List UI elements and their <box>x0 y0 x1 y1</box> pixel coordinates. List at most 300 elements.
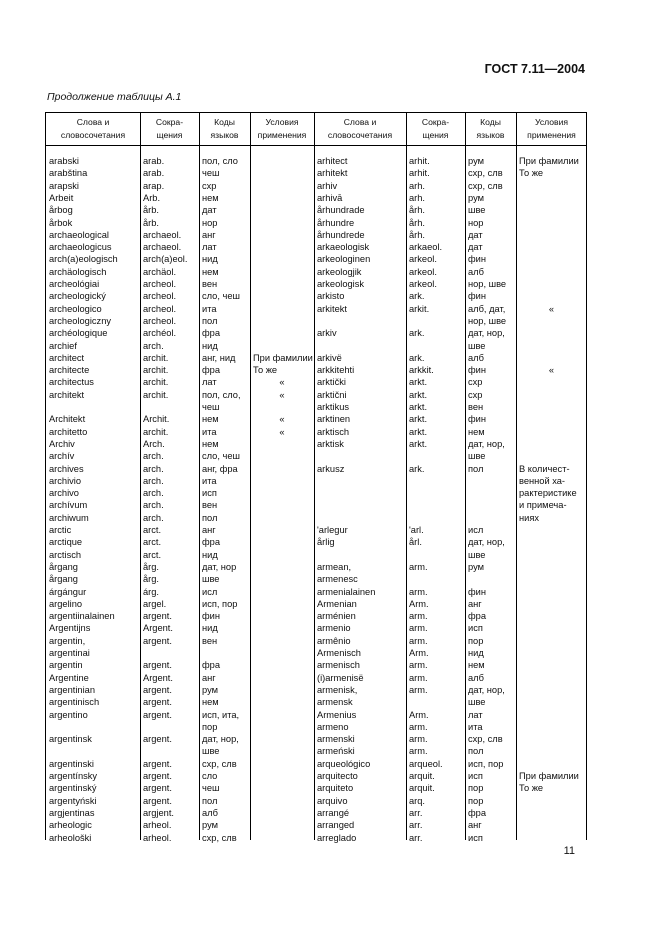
table-row <box>46 807 586 819</box>
table-cell: arquivo <box>317 795 348 806</box>
table-cell: нем <box>468 426 485 437</box>
table-cell: arménien <box>317 611 356 622</box>
table-cell: arch(a)eologisch <box>49 254 118 265</box>
table-cell: чеш <box>202 783 220 794</box>
table-cell: armenisch <box>317 660 360 671</box>
table-cell: årb. <box>143 205 160 216</box>
table-cell: нем <box>202 697 219 708</box>
table-cell: сло <box>202 771 218 781</box>
table-cell: arch(a)eol. <box>143 254 188 265</box>
table-cell: шве <box>468 697 486 708</box>
table-cell: archaeological <box>49 229 109 240</box>
table-cell: arktisch <box>317 426 350 437</box>
table-row <box>46 327 586 339</box>
table-cell: рум <box>468 156 485 166</box>
table-cell: archeol. <box>143 291 177 302</box>
table-cell: arktisk <box>317 438 344 449</box>
standard-number: ГОСТ 7.11—2004 <box>484 62 585 76</box>
table-cell: archéol. <box>143 328 177 339</box>
table-cell: схр <box>468 377 483 388</box>
table-cell: фин <box>202 611 220 622</box>
table-cell: Argentijns <box>49 623 91 634</box>
table-cell: arctic <box>49 525 72 535</box>
table-cell: Archit. <box>143 414 170 425</box>
table-cell: дат, нор, <box>468 328 505 339</box>
table-cell: пор <box>202 721 218 732</box>
table-cell: arhit. <box>409 168 430 179</box>
table-cell: archeologický <box>49 291 106 302</box>
table-header <box>46 113 586 146</box>
table-row <box>46 561 586 573</box>
table-cell: пол, сло <box>202 156 238 166</box>
table-cell: шве <box>202 746 220 757</box>
table-cell: шве <box>468 340 486 351</box>
table-row <box>46 180 586 192</box>
table-cell: århundre <box>317 217 355 228</box>
table-cell: анг, нид <box>202 352 236 363</box>
table-row <box>46 795 586 807</box>
table-cell: årl. <box>409 537 422 548</box>
table-cell: argent. <box>143 635 172 646</box>
table-cell: arabski <box>49 156 79 166</box>
table-cell: исп <box>468 623 483 634</box>
table-cell: рум <box>468 561 485 572</box>
table-row <box>46 253 586 265</box>
table-cell: arkt. <box>409 414 428 425</box>
table-cell: arkivë <box>317 352 342 363</box>
table-cell: исл <box>202 586 218 597</box>
table-cell: рактеристике <box>519 488 577 499</box>
table-cell: arheologic <box>49 820 92 831</box>
table-cell: argentin <box>49 660 83 671</box>
table-cell: схр, слв <box>202 832 237 843</box>
table-cell: нор <box>468 217 484 228</box>
table-cell: arkeologjik <box>317 266 362 277</box>
table-cell: arquiteto <box>317 783 354 794</box>
table-row <box>46 721 586 733</box>
table-cell: нем <box>202 438 219 449</box>
table-cell: archäol. <box>143 266 177 277</box>
table-cell: armean, <box>317 561 352 572</box>
table-cell: architectus <box>49 377 94 388</box>
table-cell: archeologico <box>49 303 102 314</box>
table-cell: archivio <box>49 475 82 486</box>
table-cell: arqueológico <box>317 758 371 769</box>
table-cell: argent. <box>143 660 172 671</box>
table-cell: argent. <box>143 771 172 781</box>
table-cell: arm. <box>409 734 428 745</box>
table-cell: анг <box>202 229 216 240</box>
table-cell: architecte <box>49 365 90 376</box>
table-cell: århundrede <box>317 229 365 240</box>
table-cell: arhit. <box>409 156 430 166</box>
table-cell: argent. <box>143 758 172 769</box>
column-header: Условия применения <box>257 117 307 140</box>
table-cell: и примеча- <box>519 500 567 511</box>
table-cell: argentyński <box>49 795 97 806</box>
table-cell: шве <box>468 549 486 560</box>
column-divider <box>199 113 200 840</box>
table-cell: arch. <box>143 340 164 351</box>
table-cell: фин <box>468 365 486 376</box>
table-cell: arab. <box>143 168 165 179</box>
table-cell: лат <box>468 709 483 720</box>
table-cell: ark. <box>409 352 425 363</box>
table-cell: arktikus <box>317 402 350 412</box>
table-cell: шве <box>468 451 486 462</box>
table-cell: фра <box>468 611 486 622</box>
table-row <box>46 376 586 388</box>
table-cell: archit. <box>143 365 169 376</box>
table-cell: arch. <box>143 500 164 511</box>
table-row <box>46 635 586 647</box>
table-cell: arkkitehti <box>317 365 355 376</box>
table-row <box>46 340 586 352</box>
table-cell: arquitecto <box>317 771 358 781</box>
table-cell: 'arl. <box>409 525 424 535</box>
table-cell: argel. <box>143 598 167 609</box>
table-cell: исп, пор <box>202 598 238 609</box>
table-cell: arabština <box>49 168 88 179</box>
table-row <box>46 598 586 610</box>
table-cell: нем <box>202 414 219 425</box>
table-cell: Arm. <box>409 598 429 609</box>
table-cell: argent. <box>143 709 172 720</box>
table-cell: нем <box>202 192 219 203</box>
table-cell: årh. <box>409 229 426 240</box>
table-row <box>46 266 586 278</box>
table-cell: arquit. <box>409 783 435 794</box>
table-cell: arrangé <box>317 807 350 818</box>
table-row <box>46 512 586 524</box>
table-cell: arch. <box>143 451 164 462</box>
table-cell: arkt. <box>409 389 428 400</box>
table-cell: architetto <box>49 426 88 437</box>
table-cell: « <box>279 414 285 425</box>
table-cell: arm. <box>409 561 428 572</box>
table-cell: лат <box>202 377 217 388</box>
table-cell: archief <box>49 340 77 351</box>
table-row <box>46 217 586 229</box>
table-cell: arr. <box>409 820 423 831</box>
table-row <box>46 573 586 585</box>
table-cell: вен <box>468 402 484 412</box>
table-cell: arktinen <box>317 414 351 425</box>
column-divider <box>516 113 517 840</box>
table-cell: argentinský <box>49 783 97 794</box>
table-cell: исп, ита, <box>202 709 240 720</box>
table-cell: armenski <box>317 734 355 745</box>
table-cell: arkaeol. <box>409 242 443 253</box>
table-row <box>46 413 586 425</box>
table-cell: пол <box>202 512 218 523</box>
table-cell: нор, шве <box>468 279 507 289</box>
table-cell: årh. <box>409 217 426 228</box>
table-cell: ита <box>202 426 217 437</box>
table-cell: дат <box>202 205 217 216</box>
table-row <box>46 450 586 462</box>
table-cell: arr. <box>409 807 423 818</box>
table-cell: венной ха- <box>519 475 566 486</box>
table-cell: пол <box>202 795 218 806</box>
table-cell: arkeol. <box>409 254 437 265</box>
table-cell: дат, нор, <box>468 537 505 548</box>
table-cell: нор, шве <box>468 315 507 326</box>
table-cell: фин <box>468 414 486 425</box>
table-row <box>46 647 586 659</box>
table-cell: architect <box>49 352 85 363</box>
table-cell: алб <box>468 672 484 683</box>
table-row <box>46 229 586 241</box>
table-cell: argent. <box>143 684 172 695</box>
column-divider <box>250 113 251 840</box>
table-cell: archäologisch <box>49 266 107 277</box>
table-cell: arch. <box>143 512 164 523</box>
table-row <box>46 364 586 376</box>
table-cell: Arch. <box>143 438 165 449</box>
table-cell: (i)armenisë <box>317 672 364 683</box>
table-cell: дат, нор, <box>468 438 505 449</box>
table-cell: årlig <box>317 537 335 548</box>
table-row <box>46 192 586 204</box>
table-cell: При фамилии <box>519 771 579 781</box>
table-cell: ита <box>202 303 217 314</box>
table-cell: armensk <box>317 697 353 708</box>
table-row <box>46 303 586 315</box>
table-row <box>46 684 586 696</box>
table-cell: нид <box>202 340 218 351</box>
table-cell: argent. <box>143 611 172 622</box>
table-cell: фин <box>468 254 486 265</box>
table-cell: « <box>279 377 285 388</box>
table-cell: armenialainen <box>317 586 376 597</box>
table-cell: лат <box>202 242 217 253</box>
table-cell: arm. <box>409 635 428 646</box>
table-row <box>46 622 586 634</box>
table-cell: алб, дат, <box>468 303 506 314</box>
table-cell: archeol. <box>143 303 177 314</box>
table-cell: схр, слв <box>468 734 503 745</box>
table-cell: пол <box>468 746 484 757</box>
table-row <box>46 278 586 290</box>
table-row <box>46 709 586 721</box>
table-cell: То же <box>253 365 278 376</box>
table-cell: Arb. <box>143 192 161 203</box>
table-cell: пол <box>468 463 484 474</box>
table-cell: argent. <box>143 783 172 794</box>
column-divider <box>314 113 315 840</box>
table-cell: arkiv <box>317 328 337 339</box>
column-header: Коды языков <box>476 117 505 140</box>
table-cell: Architekt <box>49 414 86 425</box>
table-cell: фра <box>202 660 220 671</box>
table-cell: arctisch <box>49 549 82 560</box>
table-cell: archit. <box>143 352 169 363</box>
table-cell: arhiv <box>317 180 338 191</box>
table-cell: « <box>548 365 555 376</box>
table-cell: нид <box>202 623 218 634</box>
table-cell: årh. <box>409 205 426 216</box>
table-cell: « <box>279 426 285 437</box>
table-cell: схр <box>202 180 217 191</box>
table-row <box>46 204 586 216</box>
table-cell: århundrade <box>317 205 365 216</box>
table-cell: årgang <box>49 561 78 572</box>
table-cell: armeński <box>317 746 355 757</box>
column-header: Слова и словосочетания <box>327 117 393 140</box>
table-cell: Archiv <box>49 438 75 449</box>
table-row <box>46 586 586 598</box>
table-cell: arhivā <box>317 192 343 203</box>
table-row <box>46 475 586 487</box>
table-cell: arkisto <box>317 291 345 302</box>
table-cell: вен <box>202 635 218 646</box>
table-cell: фра <box>468 807 486 818</box>
table-row <box>46 499 586 511</box>
table-row <box>46 770 586 782</box>
table-row <box>46 401 586 413</box>
table-cell: рум <box>202 820 219 831</box>
table-cell: вен <box>202 500 218 511</box>
table-cell: argentinai <box>49 648 90 658</box>
table-cell: argent. <box>143 697 172 708</box>
table-cell: фра <box>202 537 220 548</box>
table-cell: анг, фра <box>202 463 238 474</box>
column-divider <box>140 113 141 840</box>
table-cell: archeol. <box>143 315 177 326</box>
table-cell: Arbeit <box>49 192 74 203</box>
table-cell: arap. <box>143 180 165 191</box>
table-cell: archit. <box>143 377 169 388</box>
table-cell: årbog <box>49 205 73 216</box>
table-row <box>46 536 586 548</box>
table-cell: пол <box>202 315 218 326</box>
table-cell: arkt. <box>409 377 428 388</box>
table-cell: árgángur <box>49 586 87 597</box>
column-header: Условия применения <box>527 117 576 140</box>
table-cell: ark. <box>409 328 425 339</box>
table-cell: archivo <box>49 488 79 499</box>
table-row <box>46 745 586 757</box>
table-cell: arqueol. <box>409 758 443 769</box>
table-cell: исп, пор <box>468 758 504 769</box>
table-cell: исп <box>202 488 217 499</box>
table-cell: шве <box>202 574 220 585</box>
table-cell: årg. <box>143 574 160 585</box>
table-cell: ита <box>202 475 217 486</box>
table-cell: исп <box>468 771 483 781</box>
table-cell: Arm. <box>409 648 429 658</box>
table-cell: То же <box>519 168 544 179</box>
table-cell: То же <box>519 783 544 794</box>
table-cell: arkeol. <box>409 266 437 277</box>
table-row <box>46 438 586 450</box>
table-cell: чеш <box>202 168 220 179</box>
table-caption: Продолжение таблицы А.1 <box>47 91 182 103</box>
table-cell: arq. <box>409 795 426 806</box>
table-cell: arreglado <box>317 832 357 843</box>
table-row <box>46 832 586 844</box>
table-row <box>46 659 586 671</box>
table-row <box>46 696 586 708</box>
table-cell: Armenian <box>317 598 357 609</box>
table-cell: фра <box>202 365 220 376</box>
table-cell: анг <box>468 598 482 609</box>
table-cell: arhitect <box>317 156 348 166</box>
table-cell: arm. <box>409 746 428 757</box>
table-cell: дат <box>468 229 483 240</box>
table-cell: нор <box>202 217 218 228</box>
table-cell: arch. <box>143 463 164 474</box>
table-cell: анг <box>202 672 216 683</box>
table-cell: алб <box>202 807 218 818</box>
table-cell: archeologiczny <box>49 315 112 326</box>
table-cell: пор <box>468 783 484 794</box>
table-cell: arquit. <box>409 771 435 781</box>
table-cell: arch. <box>143 475 164 486</box>
table-row <box>46 549 586 561</box>
table-cell: armenio <box>317 623 351 634</box>
table-cell: вен <box>202 279 218 289</box>
table-cell: ark. <box>409 463 425 474</box>
table-cell: arctique <box>49 537 83 548</box>
table-cell: archiwum <box>49 512 89 523</box>
column-header: Слова и словосочетания <box>60 117 126 140</box>
table-cell: arkt. <box>409 426 428 437</box>
table-cell: argjent. <box>143 807 175 818</box>
table-cell: årg. <box>143 561 160 572</box>
table-cell: ита <box>468 721 483 732</box>
table-cell: archives <box>49 463 84 474</box>
table-cell: arch. <box>143 488 164 499</box>
table-cell: archeológiai <box>49 279 100 289</box>
table-cell: archéologique <box>49 328 108 339</box>
table-cell: archit. <box>143 389 169 400</box>
column-divider <box>406 113 407 840</box>
table-cell: argentiinalainen <box>49 611 115 622</box>
table-cell: arranged <box>317 820 355 831</box>
table-cell: arh. <box>409 180 426 191</box>
table-cell: arkt. <box>409 438 428 449</box>
table-cell: arm. <box>409 721 428 732</box>
table-cell: рум <box>202 684 219 695</box>
table-cell: При фамилии <box>519 156 579 166</box>
table-cell: arm. <box>409 684 428 695</box>
table-cell: исп <box>468 832 483 843</box>
table-cell: årbok <box>49 217 73 228</box>
table-cell: archívum <box>49 500 88 511</box>
table-row <box>46 241 586 253</box>
table-cell: arm. <box>409 623 428 634</box>
table-cell: пол, сло, <box>202 389 241 400</box>
table-cell: arheološki <box>49 832 92 843</box>
table-cell: årb. <box>143 217 160 228</box>
table-cell: анг <box>202 525 216 535</box>
table-cell: arkit. <box>409 303 430 314</box>
table-cell: argentínsky <box>49 771 98 781</box>
table-cell: arm. <box>409 586 428 597</box>
table-cell: arct. <box>143 525 162 535</box>
table-cell: Argent. <box>143 623 173 634</box>
table-cell: В количест- <box>519 463 570 474</box>
table-cell: фин <box>468 586 486 597</box>
table-cell: схр, слв <box>468 168 503 179</box>
table-cell: сло, чеш <box>202 451 240 462</box>
table-cell: нид <box>468 648 484 658</box>
table-cell: argentino <box>49 709 88 720</box>
table-cell: нид <box>202 254 218 265</box>
table-cell: схр, слв <box>202 758 237 769</box>
